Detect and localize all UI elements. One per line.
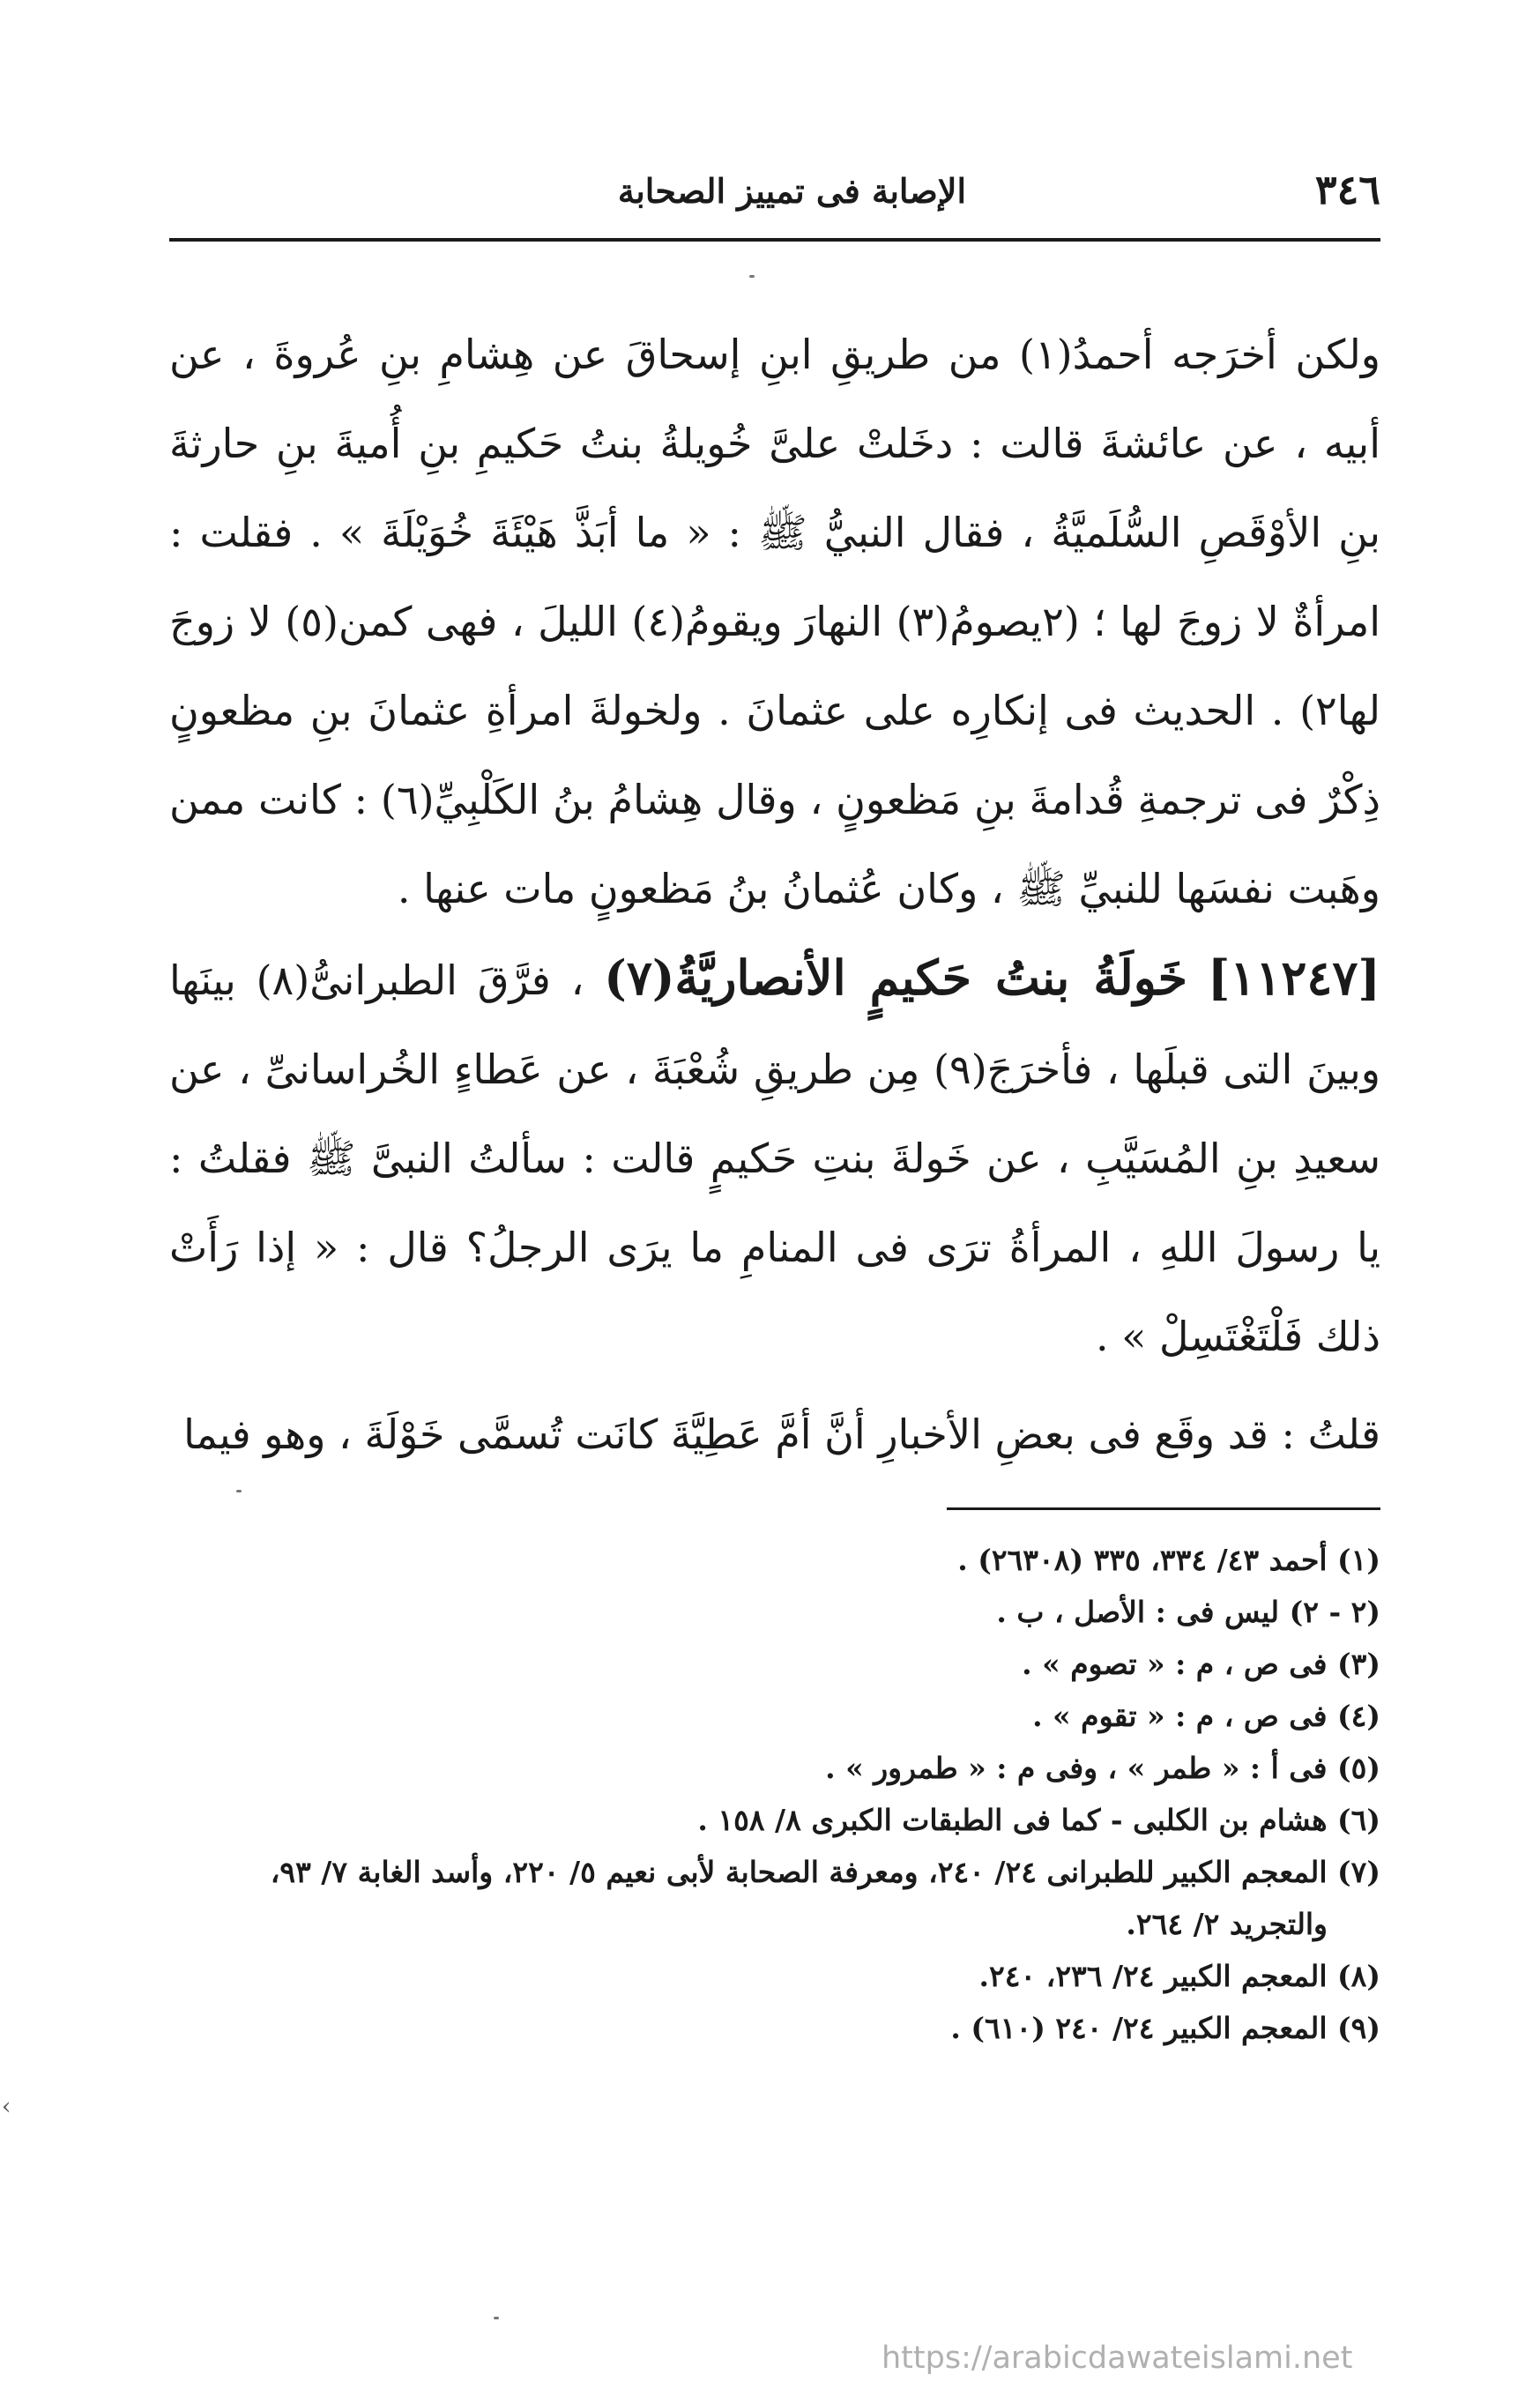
scan-speck	[749, 275, 755, 278]
main-text	[169, 310, 1380, 1479]
footnote: (٦) هشام بن الكلبى - كما فى الطبقات الكبرى ٨/ ١٥٨ .	[697, 1803, 1380, 1837]
footnote: (٣) فى ص ، م : « تصوم » .	[1022, 1647, 1380, 1681]
margin-mark: ‹	[2, 2094, 11, 2120]
paragraph: قلتُ : قد وقَع فى بعضِ الأخبارِ أنَّ أمَّ عَطِيَّةَ كانَت تُسمَّى خَوْلَةَ ، وهو فيما	[183, 1410, 1380, 1458]
page-number: ٣٤٦	[1314, 166, 1380, 213]
footnote: (٨) المعجم الكبير ٢٤/ ٢٣٦، ٢٤٠.	[978, 1959, 1380, 1993]
footnote: (٧) المعجم الكبير للطبرانى ٢٤/ ٢٤٠، ومعرفة الصحابة لأبى نعيم ٥/ ٢٢٠، وأسد الغابة ٧/ ٩٣،	[270, 1855, 1380, 1889]
entry-number: [١١٢٤٧]	[1207, 949, 1380, 1006]
entry-text: ، فرَّقَ الطبرانىُّ(٨) بينَها وبينَ التى قبلَها ، فأخرَجَ(٩) مِن طريقِ شُعْبَةَ ، عن عَطاءٍ الخُراسانىِّ ، عن سعيدِ بنِ المُسَيَّبِ ، عن خَولةَ بنتِ حَكيمٍ قالت : سألتُ النبىَّ ﷺ فقلتُ : يا رسولَ اللهِ ، المرأةُ ترَى فى المنامِ ما يرَى الرجلُ؟ قال : « إذا رَأَتْ ذلك فَلْتَغْتَسِلْ » .	[169, 956, 1381, 1360]
watermark-url: https://arabicdawateislami.net	[882, 2341, 1353, 2376]
paragraph: ولكن أخرَجه أحمدُ(١) من طريقِ ابنِ إسحاقَ عن هِشامِ بنِ عُروةَ ، عن أبيه ، عن عائشةَ قالت : دخَلتْ علىَّ خُويلةُ بنتُ حَكيمِ بنِ أُميةَ بنِ حارثةَ بنِ الأوْقَصِ السُّلَميَّةُ ، فقال النبيُّ ﷺ : « ما أبَذَّ هَيْئَةَ خُوَيْلَةَ » . فقلت : امرأةٌ لا زوجَ لها ؛ (٢يصومُ(٣) النهارَ ويقومُ(٤) الليلَ ، فهى كمن(٥) لا زوجَ لها٢) . الحديث فى إنكارِه على عثمانَ . ولخولةَ امرأةِ عثمانَ بنِ مظعونٍ ذِكْرٌ فى ترجمةِ قُدامةَ بنِ مَظعونٍ ، وقال هِشامُ بنُ الكَلْبِيِّ(٦) : كانت ممن وهَبت نفسَها للنبيِّ ﷺ ، وكان عُثمانُ بنُ مَظعونٍ مات عنها .	[169, 331, 1381, 912]
footnote: (٩) المعجم الكبير ٢٤/ ٢٤٠ (٦١٠) .	[950, 2011, 1380, 2045]
footnote: (٥) فى أ : « طمر » ، وفى م : « طمرور » .	[825, 1751, 1380, 1785]
scan-speck	[236, 1490, 242, 1492]
running-header	[169, 159, 1380, 220]
entry-name: خَولَةُ بنتُ حَكيمٍ الأنصاريَّةُ(٧)	[604, 949, 1188, 1006]
footnote-continuation: والتجريد ٢/ ٢٦٤.	[1126, 1907, 1328, 1941]
footnotes	[169, 1534, 1380, 2054]
header-rule	[169, 238, 1380, 242]
book-title: الإصابة فى تمييز الصحابة	[617, 171, 966, 211]
footnote-rule	[947, 1507, 1380, 1510]
scan-speck	[494, 2317, 499, 2319]
entry-paragraph	[169, 934, 1380, 1381]
footnote: (٢ - ٢) ليس فى : الأصل ، ب .	[996, 1595, 1380, 1629]
footnote: (١) أحمد ٤٣/ ٣٣٤، ٣٣٥ (٢٦٣٠٨) .	[957, 1543, 1380, 1577]
footnote: (٤) فى ص ، م : « تقوم » .	[1032, 1699, 1380, 1733]
